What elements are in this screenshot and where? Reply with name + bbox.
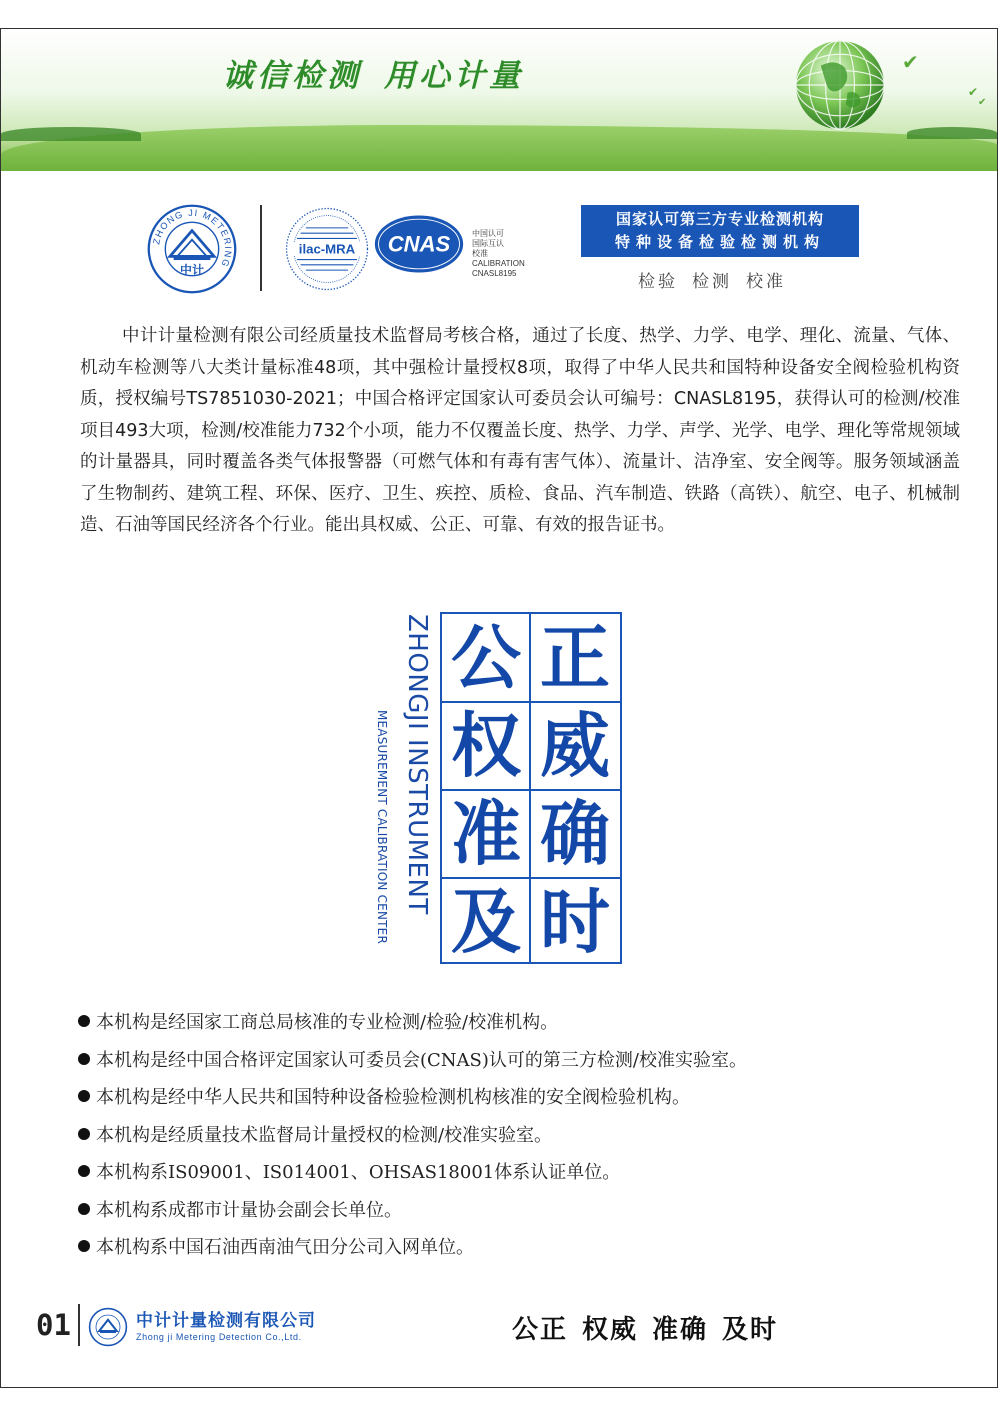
page-number: 01: [36, 1308, 71, 1342]
cnas-text: CNAS: [387, 231, 451, 257]
list-item: [78, 1004, 938, 1042]
footer-motto-item: 公正: [512, 1315, 569, 1345]
footer-motto: [512, 1309, 792, 1346]
list-item: [78, 1154, 938, 1192]
footer-company-name: 中计计量检测有限公司: [136, 1311, 316, 1331]
cnas-caption-line: 国际互认: [472, 239, 504, 248]
zhongji-center-text: 中计: [180, 262, 204, 277]
ilac-text: ilac-MRA: [298, 241, 356, 257]
list-item: [78, 1229, 938, 1267]
bullet-icon: [78, 1203, 90, 1215]
bullet-icon: [78, 1053, 90, 1065]
ilac-mra-logo: [283, 205, 371, 293]
logo-divider: [260, 205, 262, 291]
accreditation-line-2: 特种设备检验检测机构: [614, 233, 825, 251]
zhongji-logo: [146, 203, 238, 295]
motto-char: 时: [540, 881, 610, 963]
tag-inspection: 检验: [638, 272, 678, 292]
cnas-logo: [373, 213, 465, 275]
accreditation-line-1: 国家认可第三方专业检测机构: [615, 210, 824, 228]
accreditation-box: [581, 205, 859, 257]
cnas-caption-line: 校准: [472, 249, 488, 258]
motto-grid: [440, 612, 622, 964]
motto-char: 权: [451, 705, 521, 787]
cnas-caption-line: 中国认可: [472, 229, 504, 238]
list-item-text: 本机构系成都市计量协会副会长单位。: [96, 1199, 402, 1221]
bullet-icon: [78, 1015, 90, 1027]
tree-line-left: [1, 127, 141, 141]
list-item: [78, 1192, 938, 1230]
motto-char: 正: [540, 617, 610, 699]
footer-motto-item: 权威: [582, 1315, 639, 1345]
vertical-center-text: [373, 710, 391, 966]
motto-char: 及: [451, 881, 521, 963]
qualification-list: [78, 1004, 938, 1267]
tag-testing: 检测: [692, 272, 732, 292]
bullet-icon: [78, 1090, 90, 1102]
globe-icon: [792, 37, 888, 133]
vertical-brand-text: [400, 614, 434, 964]
slogan-part-2: 用心计量: [384, 58, 524, 94]
bird-icon: ✔: [978, 97, 987, 108]
motto-char: 确: [540, 793, 610, 875]
list-item-text: 本机构是经国家工商总局核准的专业检测/检验/校准机构。: [96, 1012, 559, 1033]
bird-icon: ✔: [902, 50, 919, 74]
footer-motto-item: 及时: [722, 1315, 779, 1345]
slogan-part-1: 诚信检测: [222, 58, 362, 94]
brand-name-en: ZHONGJI INSTRUMENT: [402, 614, 432, 915]
bullet-icon: [78, 1128, 90, 1140]
list-item: [78, 1079, 938, 1117]
footer-divider: [78, 1304, 80, 1346]
motto-char: 准: [451, 793, 521, 875]
cnas-caption: [472, 229, 525, 279]
banner-slogan: [222, 50, 546, 95]
list-item-text: 本机构是经中华人民共和国特种设备检验检测机构核准的安全阀检验机构。: [96, 1087, 690, 1108]
footer-logo: [88, 1307, 128, 1347]
bird-icon: ✔: [968, 85, 979, 99]
list-item: [78, 1117, 938, 1155]
cnas-caption-line: CALIBRATION: [472, 259, 525, 268]
motto-char: 公: [451, 617, 521, 699]
motto-char: 威: [540, 705, 610, 787]
company-intro: 中计计量检测有限公司经质量技术监督局考核合格，通过了长度、热学、力学、电学、理化、流量、气体、机动车检测等八大类计量标准48项，其中强检计量授权8项，取得了中华人民共和国特种设备安全阀检验机构资质，授权编号TS7851030-2021；中国合格评定国家认可委员会认可编号：CNASL8195，获得认可的检测/校准项目493大项，检测/校准能力732个小项，能力不仅覆盖长度、热学、力学、声学、光学、电学、理化等常规领域的计量器具，同时覆盖各类气体报警器（可燃气体和有毒有害气体）、流量计、洁净室、安全阀等。服务领域涵盖了生物制药、建筑工程、环保、医疗、卫生、疾控、质检、食品、汽车制造、铁路（高铁）、航空、电子、机械制造、石油等国民经济各个行业。能出具权威、公正、可靠、有效的报告证书。: [80, 326, 960, 535]
list-item-text: 本机构系IS09001、IS014001、OHSAS18001体系认证单位。: [96, 1162, 621, 1183]
list-item: [78, 1042, 938, 1080]
footer-motto-item: 准确: [652, 1315, 709, 1345]
zhongji-ring-text: ZHONG JI METERING: [151, 207, 234, 270]
footer-company-name-en: Zhong ji Metering Detection Co.,Ltd.: [136, 1332, 302, 1342]
cnas-caption-line: CNASL8195: [472, 269, 517, 278]
list-item-text: 本机构是经中国合格评定国家认可委员会(CNAS)认可的第三方检测/校准实验室。: [96, 1049, 747, 1071]
list-item-text: 本机构是经质量技术监督局计量授权的检测/校准实验室。: [96, 1124, 553, 1146]
center-name-en: MEASUREMENT CALIBRATION CENTER: [375, 710, 389, 944]
bullet-icon: [78, 1240, 90, 1252]
tag-calibration: 校准: [746, 272, 786, 292]
tree-line-right: [907, 127, 997, 139]
service-tags: [638, 267, 800, 292]
list-item-text: 本机构系中国石油西南油气田分公司入网单位。: [96, 1237, 474, 1258]
bullet-icon: [78, 1165, 90, 1177]
